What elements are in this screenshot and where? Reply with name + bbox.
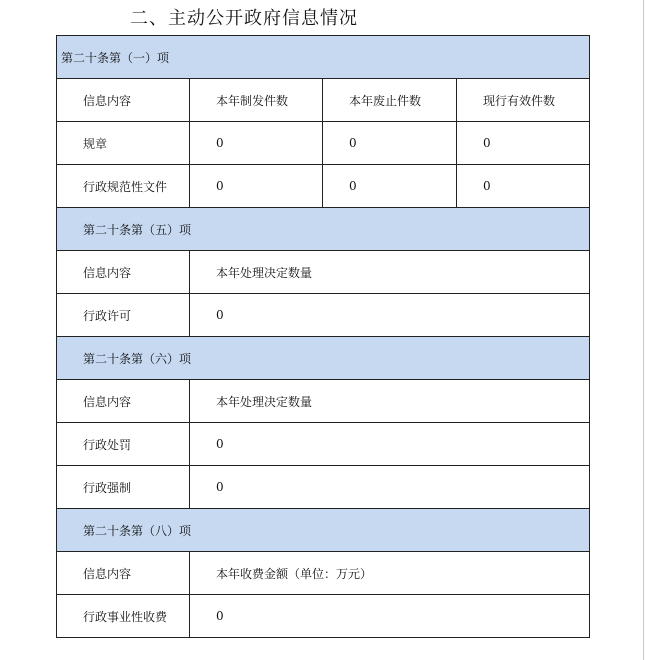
cell-value: 0 — [190, 595, 590, 638]
cell-value: 0 — [190, 466, 590, 509]
column-header: 本年处理决定数量 — [190, 251, 590, 294]
column-header: 信息内容 — [57, 79, 190, 122]
section-title: 第二十条第（五）项 — [57, 208, 590, 251]
section-heading: 二、主动公开政府信息情况 — [130, 8, 358, 29]
cell-value: 0 — [190, 122, 323, 165]
row-label: 行政处罚 — [57, 423, 190, 466]
cell-value: 0 — [457, 122, 590, 165]
section-header-1 — [57, 36, 590, 79]
row-label: 行政规范性文件 — [57, 165, 190, 208]
table-row — [57, 294, 590, 337]
section-title: 第二十条第（一）项 — [57, 36, 590, 79]
table-row — [57, 595, 590, 638]
section-title: 第二十条第（八）项 — [57, 509, 590, 552]
section-header-2 — [57, 208, 590, 251]
cell-value: 0 — [323, 165, 457, 208]
column-header: 信息内容 — [57, 380, 190, 423]
row-label: 规章 — [57, 122, 190, 165]
info-table — [56, 35, 590, 638]
column-header-row — [57, 552, 590, 595]
column-header: 本年处理决定数量 — [190, 380, 590, 423]
page-edge — [643, 0, 644, 660]
row-label: 行政事业性收费 — [57, 595, 190, 638]
section-title: 第二十条第（六）项 — [57, 337, 590, 380]
cell-value: 0 — [190, 423, 590, 466]
column-header-row — [57, 380, 590, 423]
table-row — [57, 122, 590, 165]
column-header-row — [57, 251, 590, 294]
cell-value: 0 — [190, 165, 323, 208]
column-header: 现行有效件数 — [457, 79, 590, 122]
cell-value: 0 — [457, 165, 590, 208]
column-header: 本年收费金额（单位：万元） — [190, 552, 590, 595]
column-header: 信息内容 — [57, 552, 190, 595]
cell-value: 0 — [323, 122, 457, 165]
row-label: 行政许可 — [57, 294, 190, 337]
section-header-3 — [57, 337, 590, 380]
column-header: 本年制发件数 — [190, 79, 323, 122]
column-header: 信息内容 — [57, 251, 190, 294]
column-header-row — [57, 79, 590, 122]
table-row — [57, 165, 590, 208]
table-row — [57, 423, 590, 466]
column-header: 本年废止件数 — [323, 79, 457, 122]
row-label: 行政强制 — [57, 466, 190, 509]
section-header-4 — [57, 509, 590, 552]
cell-value: 0 — [190, 294, 590, 337]
table-row — [57, 466, 590, 509]
